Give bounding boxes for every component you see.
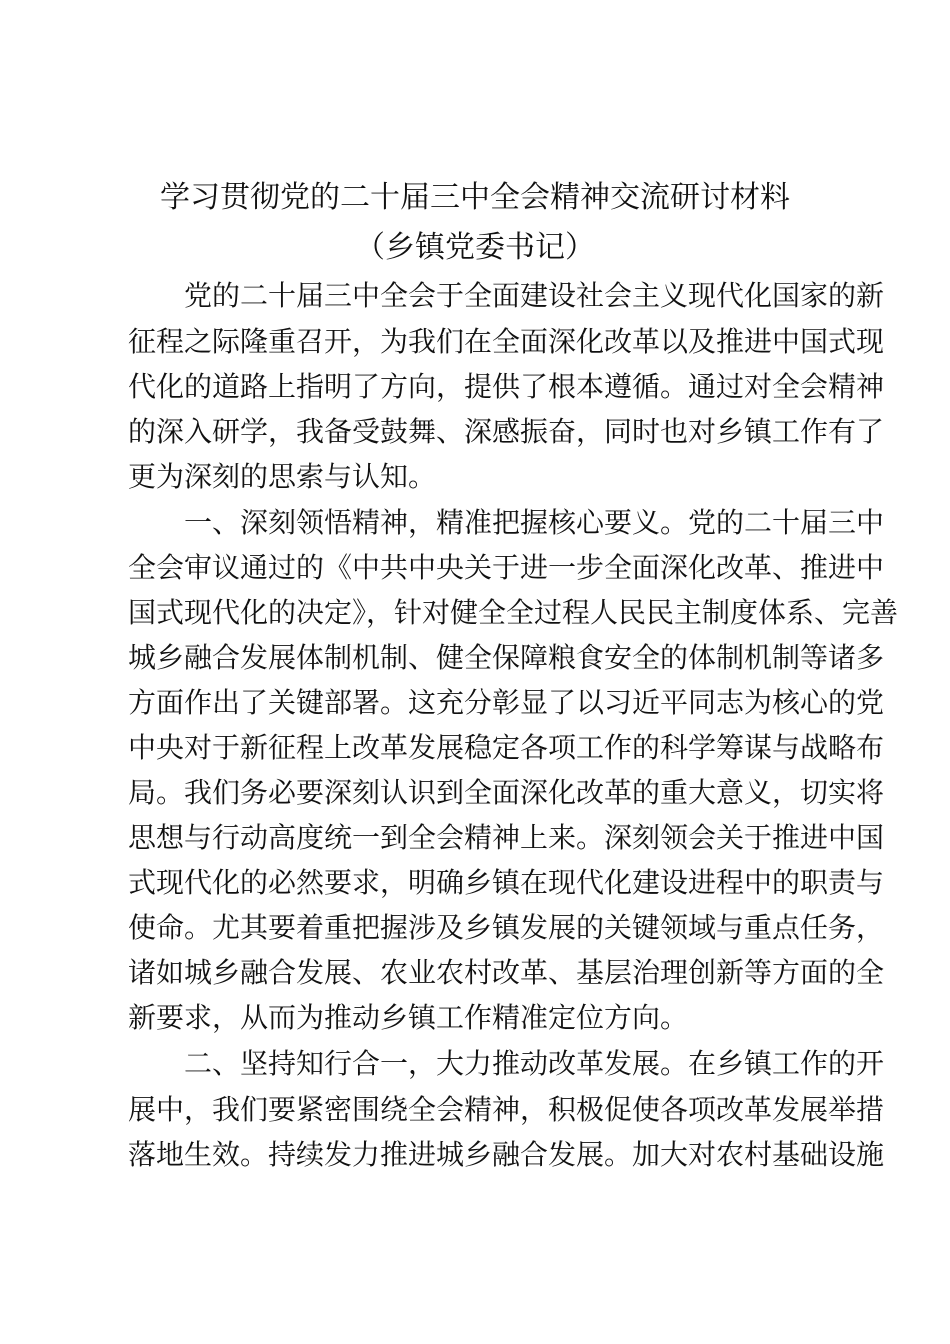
paragraph-line: 全会审议通过的《中共中央关于进一步全面深化改革、推进中 bbox=[128, 551, 885, 584]
paragraph-line: 思想与行动高度统一到全会精神上来。深刻领会关于推进中国 bbox=[128, 821, 885, 854]
paragraph-line: 国式现代化的决定》，针对健全全过程人民民主制度体系、完善 bbox=[128, 596, 899, 629]
paragraph-line: 中央对于新征程上改革发展稳定各项工作的科学筹谋与战略布 bbox=[128, 731, 885, 764]
paragraph-line: 城乡融合发展体制机制、健全保障粮食安全的体制机制等诸多 bbox=[128, 641, 885, 674]
document-title: 学习贯彻党的二十届三中全会精神交流研讨材料 bbox=[160, 180, 790, 215]
paragraph-line: 新要求，从而为推动乡镇工作精准定位方向。 bbox=[128, 1001, 689, 1034]
paragraph-line: 代化的道路上指明了方向，提供了根本遵循。通过对全会精神 bbox=[128, 370, 885, 403]
paragraph-line: 征程之际隆重召开，为我们在全面深化改革以及推进中国式现 bbox=[128, 325, 885, 358]
paragraph-line: 局。我们务必要深刻认识到全面深化改革的重大意义，切实将 bbox=[128, 776, 885, 809]
paragraph-line: 的深入研学，我备受鼓舞、深感振奋，同时也对乡镇工作有了 bbox=[128, 415, 885, 448]
document-subtitle: （乡镇党委书记） bbox=[355, 230, 595, 265]
paragraph-line: 更为深刻的思索与认知。 bbox=[128, 460, 437, 493]
paragraph-line: 使命。尤其要着重把握涉及乡镇发展的关键领域与重点任务， bbox=[128, 911, 885, 944]
paragraph-line: 一、深刻领悟精神，精准把握核心要义。党的二十届三中 bbox=[128, 506, 885, 539]
paragraph-line: 二、坚持知行合一，大力推动改革发展。在乡镇工作的开 bbox=[128, 1047, 885, 1080]
paragraph-line: 式现代化的必然要求，明确乡镇在现代化建设进程中的职责与 bbox=[128, 866, 885, 899]
paragraph-line: 方面作出了关键部署。这充分彰显了以习近平同志为核心的党 bbox=[128, 686, 885, 719]
paragraph-line: 展中，我们要紧密围绕全会精神，积极促使各项改革发展举措 bbox=[128, 1093, 885, 1126]
paragraph-line: 落地生效。持续发力推进城乡融合发展。加大对农村基础设施 bbox=[128, 1138, 885, 1171]
paragraph-line: 诸如城乡融合发展、农业农村改革、基层治理创新等方面的全 bbox=[128, 956, 885, 989]
paragraph-line: 党的二十届三中全会于全面建设社会主义现代化国家的新 bbox=[128, 279, 885, 312]
